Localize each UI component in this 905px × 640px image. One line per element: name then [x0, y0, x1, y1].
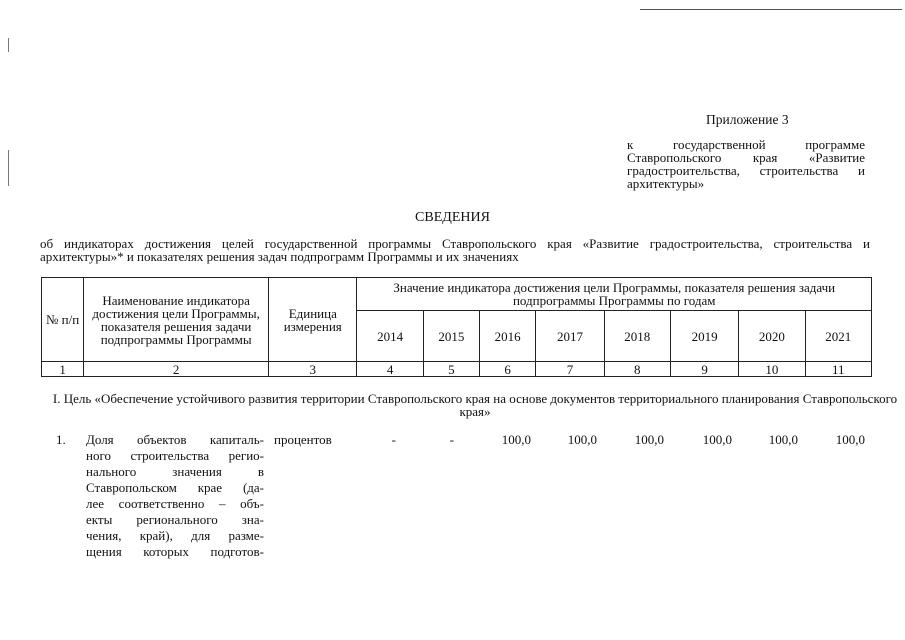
- column-number: 7: [536, 362, 604, 377]
- row-number: 1.: [56, 432, 66, 447]
- document-subtitle: об индикаторах достижения целей государственной программы Ставропольского края «Развитие градостроительства, строительства и архитектуры»* и показателях решения задач подпрограмм Программы и их значениях: [40, 236, 870, 264]
- row-unit: процентов: [274, 432, 332, 447]
- column-number: 6: [480, 362, 536, 377]
- year-cell: 2018: [604, 311, 670, 362]
- column-number: 2: [84, 362, 269, 377]
- name-line: Ставропольском крае (да-: [86, 480, 264, 495]
- document-title: СВЕДЕНИЯ: [415, 210, 490, 225]
- appendix-title: Приложение 3: [706, 112, 789, 127]
- column-number: 11: [805, 362, 871, 377]
- column-number: 4: [357, 362, 423, 377]
- name-line: ного строительства регио-: [86, 448, 264, 463]
- year-cell: 2020: [739, 311, 805, 362]
- year-cell: 2017: [536, 311, 604, 362]
- column-number: 3: [269, 362, 357, 377]
- row-indicator-name: [86, 432, 264, 560]
- header-num: № п/п: [42, 278, 84, 362]
- scan-mark: [8, 150, 9, 186]
- column-number: 9: [670, 362, 738, 377]
- row-value-2016: 100,0: [501, 432, 531, 447]
- name-line: щения которых подготов-: [86, 544, 264, 559]
- header-name: Наименование индикатора достижения цели Программы, показателя решения задачи подпрограммы Программы: [84, 278, 269, 362]
- name-line: лее соответственно – объ-: [86, 496, 264, 511]
- name-line: Доля объектов капиталь-: [86, 432, 264, 447]
- column-number: 1: [42, 362, 84, 377]
- year-cell: 2021: [805, 311, 871, 362]
- indicator-table-header: [41, 277, 872, 377]
- column-number: 10: [739, 362, 805, 377]
- row-value-2014: -: [391, 432, 396, 447]
- goal-heading: I. Цель «Обеспечение устойчивого развития территории Ставропольского края на основе документов территориального планирования Ставропольского края»: [52, 391, 898, 419]
- scan-mark: [8, 38, 9, 52]
- column-number: 5: [423, 362, 479, 377]
- year-cell: 2014: [357, 311, 423, 362]
- row-value-2020: 100,0: [768, 432, 798, 447]
- name-line: екты регионального зна-: [86, 512, 264, 527]
- year-cell: 2016: [480, 311, 536, 362]
- row-value-2015: -: [449, 432, 454, 447]
- year-cell: 2015: [423, 311, 479, 362]
- scan-line: [640, 9, 902, 10]
- name-line: чения, край), для разме-: [86, 528, 264, 543]
- header-values: Значение индикатора достижения цели Программы, показателя решения задачи подпрограммы Программы по годам: [357, 278, 872, 311]
- row-value-2019: 100,0: [702, 432, 732, 447]
- row-value-2017: 100,0: [567, 432, 597, 447]
- year-cell: 2019: [670, 311, 738, 362]
- header-unit: Единица измерения: [269, 278, 357, 362]
- row-value-2021: 100,0: [835, 432, 865, 447]
- column-number: 8: [604, 362, 670, 377]
- name-line: нального значения в: [86, 464, 264, 479]
- row-value-2018: 100,0: [634, 432, 664, 447]
- appendix-subtitle: к государственной программе Ставропольского края «Развитие градостроительства, строительства и архитектуры»: [627, 137, 865, 191]
